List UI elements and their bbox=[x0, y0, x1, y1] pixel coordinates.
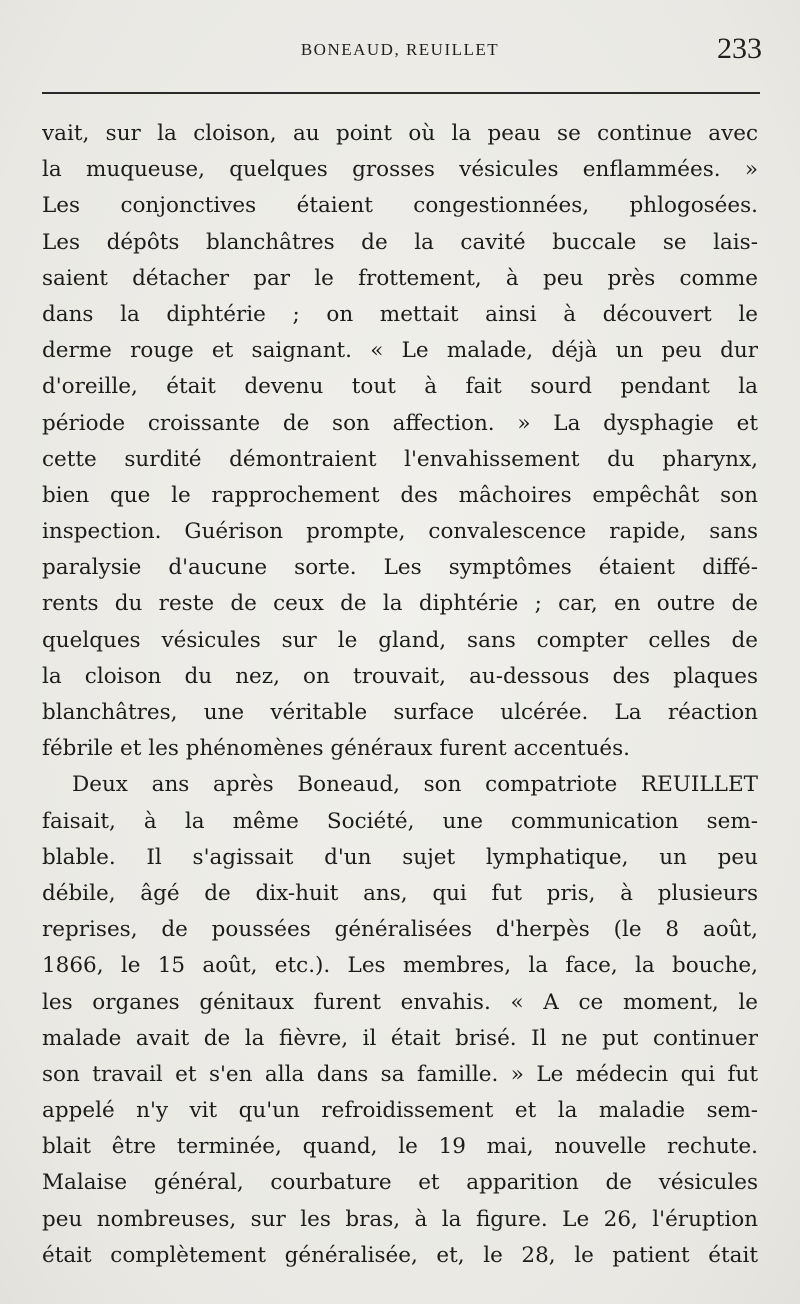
body-text bbox=[42, 116, 758, 1274]
text-line: paralysie d'aucune sorte. Les symptômes étaient diffé- bbox=[42, 555, 758, 581]
text-line: derme rouge et saignant. « Le malade, déjà un peu dur bbox=[42, 338, 758, 364]
running-title: BONEAUD, REUILLET bbox=[300, 40, 500, 59]
text-line: appelé n'y vit qu'un refroidissement et la maladie sem- bbox=[42, 1098, 758, 1124]
text-line: rents du reste de ceux de la diphtérie ; car, en outre de bbox=[42, 591, 758, 617]
text-line: les organes génitaux furent envahis. « A ce moment, le bbox=[42, 989, 758, 1015]
text-line: Les dépôts blanchâtres de la cavité buccale se lais- bbox=[42, 229, 758, 255]
text-line: était complètement généralisée, et, le 28, le patient était bbox=[42, 1242, 758, 1268]
text-line: peu nombreuses, sur les bras, à la figure. Le 26, l'éruption bbox=[42, 1206, 758, 1232]
text-line: blanchâtres, une véritable surface ulcérée. La réaction bbox=[42, 700, 758, 725]
text-line: cette surdité démontraient l'envahissement du pharynx, bbox=[42, 446, 758, 472]
text-line: la muqueuse, quelques grosses vésicules enflammées. » bbox=[42, 157, 758, 183]
text-line: reprises, de poussées généralisées d'herpès (le 8 août, bbox=[42, 917, 758, 943]
text-line: fébrile et les phénomènes généraux furent accentués. bbox=[42, 736, 631, 762]
text-line: Deux ans après Boneaud, son compatriote REUILLET bbox=[72, 772, 758, 798]
text-line: débile, âgé de dix-huit ans, qui fut pris, à plusieurs bbox=[42, 880, 758, 906]
text-line: quelques vésicules sur le gland, sans compter celles de bbox=[42, 627, 758, 653]
text-line: malade avait de la fièvre, il était brisé. Il ne put continuer bbox=[42, 1025, 758, 1051]
text-line: dans la diphtérie ; on mettait ainsi à découvert le bbox=[42, 301, 758, 327]
running-head bbox=[0, 32, 800, 72]
page-number: 233 bbox=[717, 32, 762, 65]
text-line: son travail et s'en alla dans sa famille. » Le médecin qui fut bbox=[42, 1061, 758, 1087]
text-line: blait être terminée, quand, le 19 mai, nouvelle rechute. bbox=[42, 1134, 758, 1160]
text-line: blable. Il s'agissait d'un sujet lymphatique, un peu bbox=[42, 844, 758, 870]
text-line: la cloison du nez, on trouvait, au-dessous des plaques bbox=[42, 663, 758, 689]
text-line: période croissante de son affection. » La dysphagie et bbox=[42, 410, 758, 436]
text-line: faisait, à la même Société, une communication sem- bbox=[42, 808, 758, 834]
text-line: d'oreille, était devenu tout à fait sourd pendant la bbox=[42, 374, 758, 400]
text-line: saient détacher par le frottement, à peu près comme bbox=[42, 265, 758, 291]
header-rule bbox=[42, 92, 760, 94]
text-line: vait, sur la cloison, au point où la peau se continue avec bbox=[42, 121, 758, 146]
text-line: inspection. Guérison prompte, convalescence rapide, sans bbox=[42, 519, 758, 545]
text-line: bien que le rapprochement des mâchoires empêchât son bbox=[42, 482, 758, 508]
text-line: Malaise général, courbature et apparition de vésicules bbox=[42, 1170, 758, 1196]
text-line: Les conjonctives étaient congestionnées, phlogosées. bbox=[42, 193, 758, 219]
text-line: 1866, le 15 août, etc.). Les membres, la face, la bouche, bbox=[42, 953, 758, 979]
